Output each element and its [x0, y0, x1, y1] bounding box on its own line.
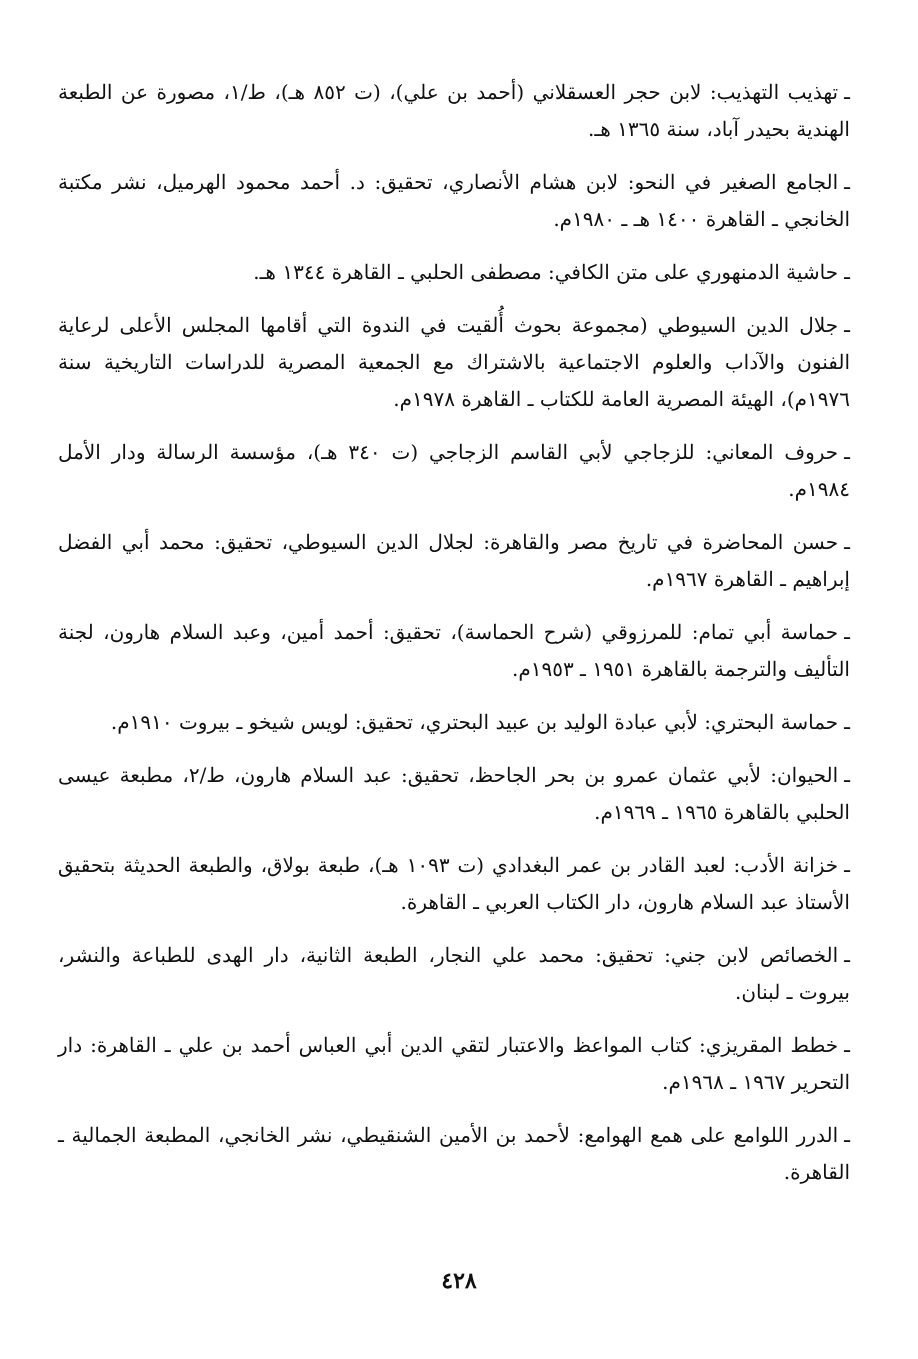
entry-dash: ـ [844, 530, 850, 554]
bibliography-entry [58, 704, 850, 741]
entry-text: جلال الدين السيوطي (مجموعة بحوث أُلقيت في الندوة التي أقامها المجلس الأعلى لرعاية الفنون والآداب والعلوم الاجتماعية بالاشتراك مع الجمعية المصرية للدراسات التاريخية سنة ١٩٧٦م)، الهيئة المصرية العامة للكتاب ـ القاهرة ١٩٧٨م. [58, 313, 850, 411]
entry-dash: ـ [844, 853, 850, 877]
entry-text: الحيوان: لأبي عثمان عمرو بن بحر الجاحظ، تحقيق: عبد السلام هارون، ط/٢، مطبعة عيسى الحلبي بالقاهرة ١٩٦٥ ـ ١٩٦٩م. [58, 763, 850, 824]
entry-dash: ـ [844, 440, 850, 464]
entry-text: الدرر اللوامع على همع الهوامع: لأحمد بن الأمين الشنقيطي، نشر الخانجي، المطبعة الجمالية ـ القاهرة. [58, 1123, 850, 1184]
bibliography-entry [58, 1027, 850, 1101]
bibliography-entry [58, 937, 850, 1011]
entry-text: تهذيب التهذيب: لابن حجر العسقلاني (أحمد بن علي)، (ت ٨٥٢ هـ)، ط/١، مصورة عن الطبعة الهندية بحيدر آباد، سنة ١٣٦٥ هـ. [58, 80, 850, 141]
bibliography-entry [58, 254, 850, 291]
bibliography-entry [58, 847, 850, 921]
entry-dash: ـ [844, 620, 850, 644]
entry-dash: ـ [844, 943, 850, 967]
entry-dash: ـ [844, 313, 850, 337]
entry-dash: ـ [844, 1033, 850, 1057]
entry-dash: ـ [844, 763, 850, 787]
entry-text: حروف المعاني: للزجاجي لأبي القاسم الزجاجي (ت ٣٤٠ هـ)، مؤسسة الرسالة ودار الأمل ١٩٨٤م. [58, 440, 850, 501]
entry-text: خزانة الأدب: لعبد القادر بن عمر البغدادي (ت ١٠٩٣ هـ)، طبعة بولاق، والطبعة الحديثة بتحقيق الأستاذ عبد السلام هارون، دار الكتاب العربي ـ القاهرة. [58, 853, 850, 914]
bibliography-entry [58, 614, 850, 688]
entry-text: حماسة أبي تمام: للمرزوقي (شرح الحماسة)، تحقيق: أحمد أمين، وعبد السلام هارون، لجنة التأليف والترجمة بالقاهرة ١٩٥١ ـ ١٩٥٣م. [58, 620, 850, 681]
entry-text: الخصائص لابن جني: تحقيق: محمد علي النجار، الطبعة الثانية، دار الهدى للطباعة والنشر، بيروت ـ لبنان. [58, 943, 850, 1004]
entry-text: حسن المحاضرة في تاريخ مصر والقاهرة: لجلال الدين السيوطي، تحقيق: محمد أبي الفضل إبراهيم ـ القاهرة ١٩٦٧م. [58, 530, 850, 591]
bibliography-entry [58, 434, 850, 508]
page-number: ٤٢٨ [441, 1268, 477, 1294]
entry-dash: ـ [844, 1123, 850, 1147]
bibliography-entry [58, 74, 850, 148]
bibliography-entry [58, 524, 850, 598]
bibliography-page [58, 74, 850, 1207]
entry-text: حماسة البحتري: لأبي عبادة الوليد بن عبيد البحتري، تحقيق: لويس شيخو ـ بيروت ١٩١٠م. [110, 710, 839, 734]
bibliography-entry [58, 757, 850, 831]
bibliography-entry [58, 164, 850, 238]
bibliography-entry [58, 1117, 850, 1191]
entry-text: الجامع الصغير في النحو: لابن هشام الأنصاري، تحقيق: د. أحمد محمود الهرميل، نشر مكتبة الخانجي ـ القاهرة ١٤٠٠ هـ ـ ١٩٨٠م. [58, 170, 850, 231]
entry-dash: ـ [844, 170, 850, 194]
entry-text: خطط المقريزي: كتاب المواعظ والاعتبار لتقي الدين أبي العباس أحمد بن علي ـ القاهرة: دار التحرير ١٩٦٧ ـ ١٩٦٨م. [58, 1033, 850, 1094]
entry-dash: ـ [844, 260, 850, 284]
entry-dash: ـ [844, 710, 850, 734]
bibliography-entry [58, 307, 850, 418]
entry-dash: ـ [844, 80, 850, 104]
bibliography-list [58, 74, 850, 1191]
entry-text: حاشية الدمنهوري على متن الكافي: مصطفى الحلبي ـ القاهرة ١٣٤٤ هـ. [253, 260, 839, 284]
